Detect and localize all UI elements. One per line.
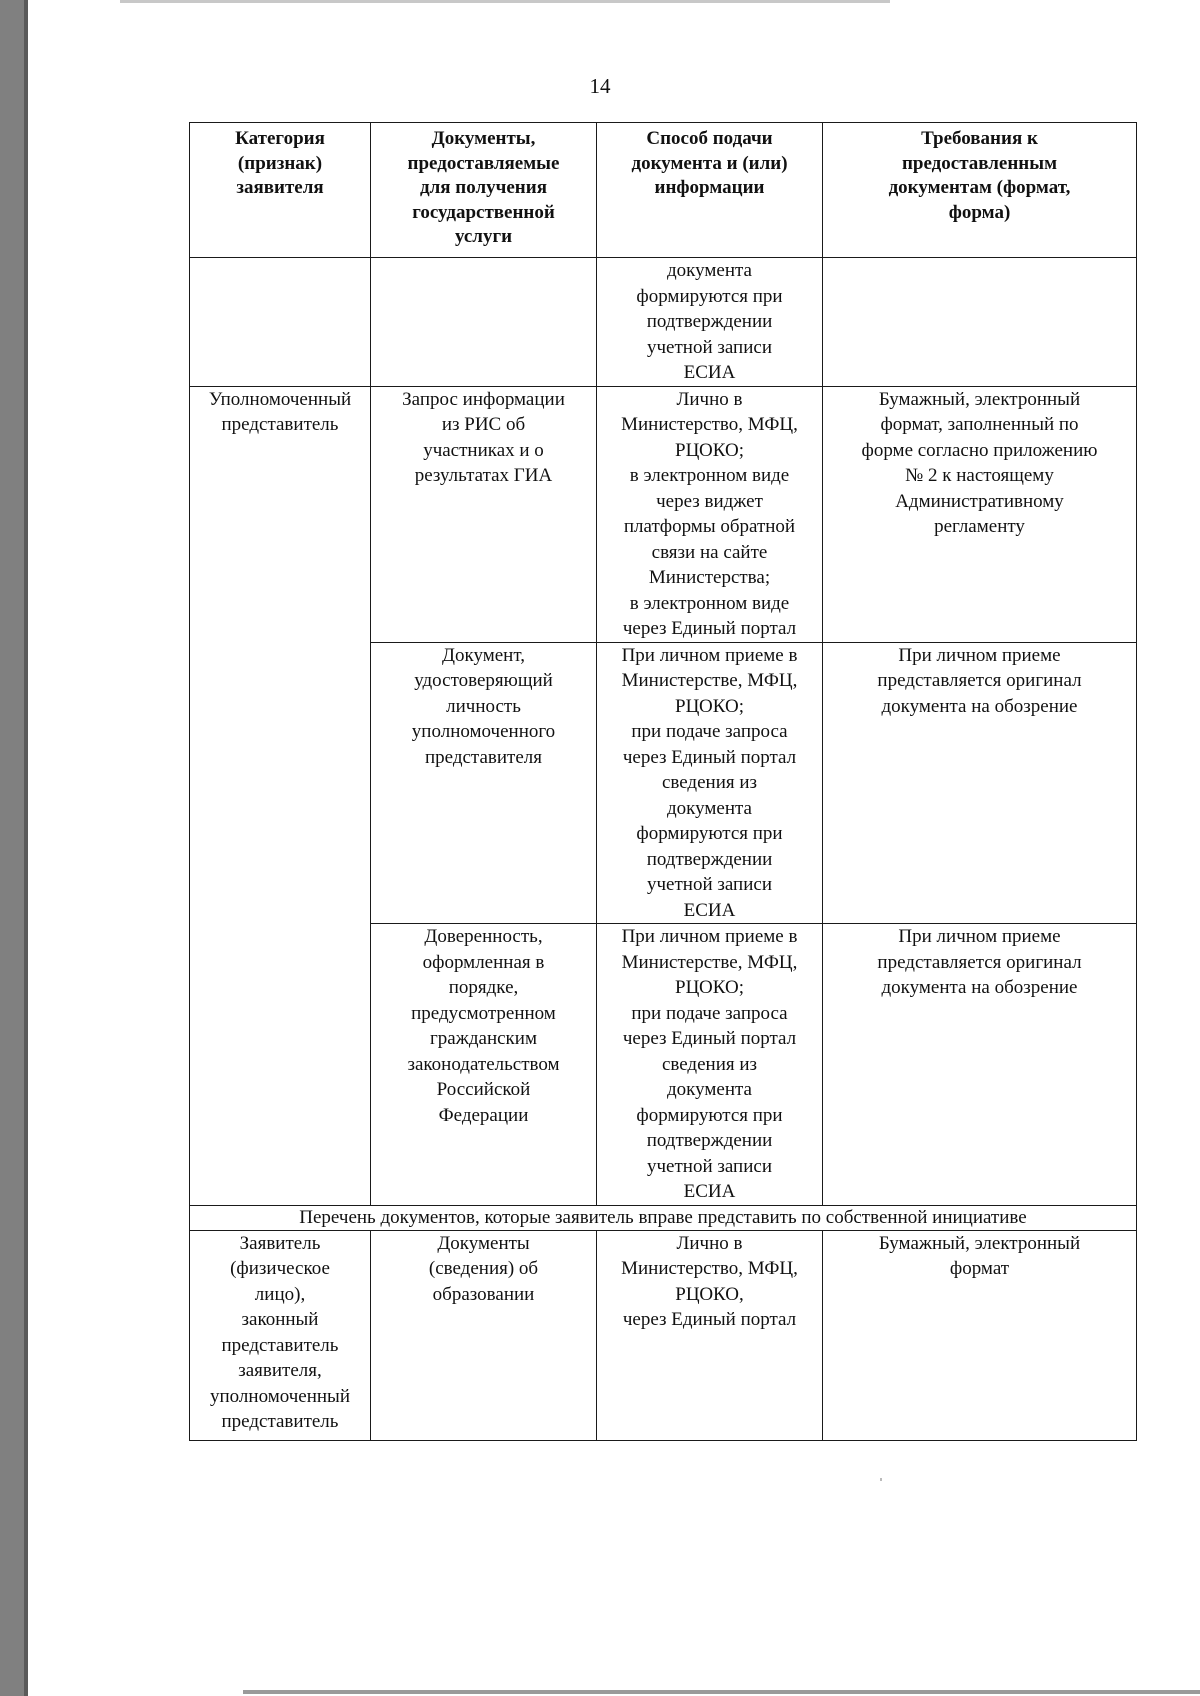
- text-line: предоставленным: [901, 152, 1058, 174]
- header-submission-method: [597, 123, 823, 258]
- cell-method: [597, 1230, 823, 1440]
- text-line: сведения из: [661, 772, 758, 793]
- cell-document: [371, 642, 597, 924]
- text-line: формируются при: [636, 285, 783, 307]
- table-row: [190, 258, 1137, 387]
- text-line: заявителя,: [238, 1360, 322, 1381]
- text-line: Документы,: [431, 128, 536, 149]
- text-line: Документ,: [442, 644, 525, 666]
- text-line: формат: [949, 1258, 1010, 1279]
- text-line: РЦОКО;: [675, 695, 744, 717]
- text-line: документа на обозрение: [881, 695, 1078, 717]
- cell-document: [371, 1230, 597, 1440]
- text-line: документам (формат,: [888, 177, 1071, 198]
- scan-speck: [880, 1478, 882, 1481]
- text-line: ЕСИА: [683, 899, 736, 921]
- cell-document: [371, 924, 597, 1206]
- header-category: [190, 123, 371, 258]
- text-line: Доверенность,: [424, 926, 543, 947]
- text-line: связи на сайте: [651, 541, 768, 563]
- text-line: уполномоченный: [210, 1385, 350, 1407]
- text-line: учетной записи: [646, 1155, 772, 1177]
- text-line: законодательством: [407, 1053, 560, 1075]
- text-line: подтверждении: [646, 848, 773, 870]
- text-line: (признак): [237, 152, 323, 174]
- text-line: предоставляемые: [407, 152, 560, 174]
- text-line: подтверждении: [646, 1130, 773, 1151]
- cell-method: [597, 386, 823, 642]
- text-line: документа на обозрение: [881, 977, 1078, 998]
- text-line: услуги: [454, 226, 513, 247]
- text-line: форме согласно приложению: [861, 439, 1098, 461]
- text-line: информации: [654, 177, 765, 198]
- text-line: (физическое: [230, 1258, 330, 1279]
- cell-method: [597, 924, 823, 1206]
- text-line: в электронном виде: [629, 465, 790, 486]
- page-number: 14: [589, 74, 611, 98]
- text-line: государственной: [412, 201, 555, 223]
- text-line: представитель: [221, 1411, 339, 1432]
- text-line: в электронном виде: [629, 592, 790, 614]
- header-documents: [371, 123, 597, 258]
- text-line: для получения: [420, 177, 547, 198]
- text-line: Заявитель: [239, 1232, 321, 1254]
- cell-category: [190, 258, 371, 387]
- table-header-row: [190, 123, 1137, 258]
- text-line: При личном приеме в: [621, 644, 798, 666]
- text-line: образовании: [432, 1283, 535, 1305]
- text-line: представляется оригинал: [877, 670, 1082, 691]
- text-line: лицо),: [254, 1283, 306, 1305]
- text-line: Министерстве, МФЦ,: [621, 951, 798, 973]
- scan-top-line: [120, 0, 890, 3]
- text-line: формат, заполненный по: [880, 414, 1079, 435]
- text-line: РЦОКО,: [675, 1283, 744, 1305]
- cell-document: [371, 258, 597, 387]
- cell-requirements: [823, 1230, 1137, 1440]
- text-line: законный: [241, 1309, 319, 1330]
- text-line: через Единый портал: [622, 746, 797, 768]
- text-line: гражданским: [430, 1028, 537, 1049]
- text-line: регламенту: [934, 516, 1025, 537]
- cell-requirements: [823, 924, 1137, 1206]
- text-line: При личном приеме: [898, 926, 1061, 947]
- text-line: При личном приеме в: [621, 926, 798, 947]
- text-line: Запрос информации: [402, 388, 565, 410]
- text-line: учетной записи: [646, 874, 772, 895]
- text-line: документа: [667, 260, 752, 281]
- section-title: Перечень документов, которые заявитель вправе представить по собственной инициативе: [190, 1205, 1137, 1230]
- text-line: результатах ГИА: [414, 465, 553, 486]
- text-line: документа и (или): [631, 152, 788, 174]
- cell-requirements: [823, 642, 1137, 924]
- text-line: форма): [948, 201, 1011, 223]
- text-line: Министерство, МФЦ,: [621, 414, 798, 435]
- text-line: удостоверяющий: [414, 670, 553, 691]
- text-line: уполномоченного: [411, 721, 556, 742]
- text-line: формируются при: [636, 1104, 783, 1126]
- text-line: Министерство, МФЦ,: [621, 1258, 798, 1279]
- text-line: РЦОКО;: [675, 439, 744, 461]
- cell-requirements: [823, 258, 1137, 387]
- text-line: ЕСИА: [683, 362, 736, 383]
- text-line: участниках и о: [423, 439, 544, 461]
- text-line: Бумажный, электронный: [878, 1232, 1081, 1254]
- text-line: при подаче запроса: [631, 721, 788, 742]
- text-line: При личном приеме: [898, 644, 1061, 666]
- text-line: платформы обратной: [623, 516, 796, 537]
- text-line: представитель: [221, 414, 339, 435]
- text-line: из РИС об: [441, 414, 526, 435]
- text-line: Российской: [436, 1079, 531, 1100]
- text-line: Категория: [235, 128, 325, 149]
- text-line: Лично в: [676, 1232, 743, 1254]
- text-line: предусмотренном: [411, 1002, 556, 1024]
- text-line: представитель: [221, 1334, 339, 1356]
- cell-method: [597, 258, 823, 387]
- text-line: через Единый портал: [622, 1028, 797, 1049]
- text-line: через Единый портал: [622, 618, 797, 639]
- text-line: ЕСИА: [683, 1181, 736, 1202]
- text-line: Документы: [437, 1232, 530, 1254]
- text-line: оформленная в: [422, 951, 545, 973]
- text-line: Бумажный, электронный: [878, 388, 1081, 410]
- text-line: подтверждении: [646, 311, 773, 332]
- text-line: Требования к: [921, 128, 1038, 149]
- text-line: № 2 к настоящему: [905, 465, 1054, 486]
- cell-requirements: [823, 386, 1137, 642]
- text-line: РЦОКО;: [675, 977, 744, 998]
- scan-left-band: [0, 0, 24, 1696]
- header-requirements: [823, 123, 1137, 258]
- cell-category: [190, 1230, 371, 1440]
- text-line: заявителя: [236, 177, 324, 198]
- text-line: через виджет: [656, 490, 763, 512]
- cell-method: [597, 642, 823, 924]
- text-line: формируются при: [636, 823, 783, 844]
- scan-left-edge: [24, 0, 28, 1696]
- text-line: Административному: [895, 490, 1064, 512]
- text-line: Уполномоченный: [208, 388, 352, 410]
- text-line: личность: [446, 695, 521, 717]
- text-line: представляется оригинал: [877, 951, 1082, 973]
- text-line: Министерства;: [648, 567, 771, 588]
- text-line: Способ подачи: [646, 128, 773, 149]
- text-line: Федерации: [438, 1104, 529, 1126]
- text-line: документа: [667, 1079, 752, 1100]
- text-line: Лично в: [676, 388, 743, 410]
- text-line: учетной записи: [646, 336, 772, 358]
- text-line: через Единый портал: [622, 1309, 797, 1330]
- cell-category-representative: [190, 386, 371, 1205]
- text-line: представителя: [424, 746, 542, 768]
- table-row: [190, 386, 1137, 642]
- text-line: Министерстве, МФЦ,: [621, 670, 798, 691]
- text-line: (сведения) об: [428, 1258, 539, 1279]
- text-line: документа: [667, 797, 752, 819]
- cell-document: [371, 386, 597, 642]
- section-title-row: [190, 1205, 1137, 1230]
- text-line: сведения из: [661, 1053, 758, 1075]
- documents-table: [189, 122, 1137, 1441]
- table-row: [190, 1230, 1137, 1440]
- text-line: порядке,: [448, 977, 519, 998]
- scan-bottom-line: [243, 1690, 1200, 1694]
- text-line: при подаче запроса: [631, 1002, 788, 1024]
